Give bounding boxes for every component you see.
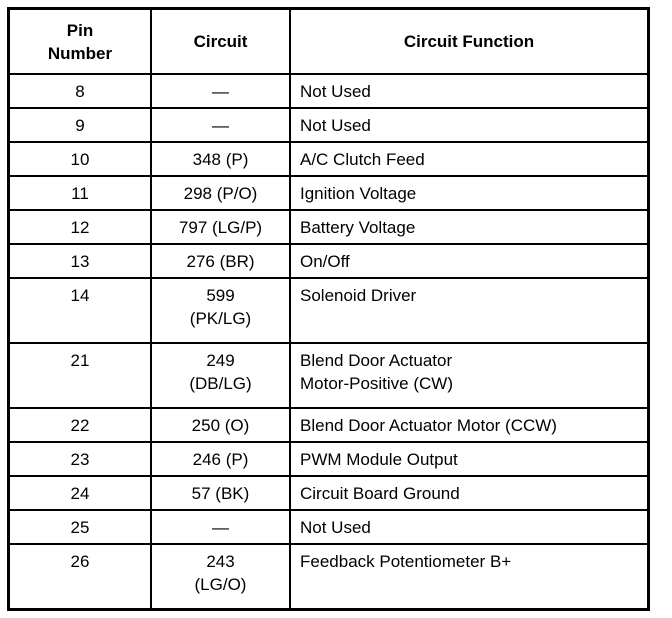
function-line: A/C Clutch Feed xyxy=(300,149,425,169)
table-row xyxy=(9,476,649,510)
header-pin-line2: Number xyxy=(47,43,113,63)
pin-number-cell: 11 xyxy=(9,176,152,210)
pin-number-cell: 13 xyxy=(9,244,152,278)
pin-number-cell: 10 xyxy=(9,142,152,176)
function-line: Circuit Board Ground xyxy=(300,483,460,503)
circuit-line: 599 xyxy=(206,286,235,305)
function-line: Battery Voltage xyxy=(300,217,416,237)
function-line: Solenoid Driver xyxy=(300,286,417,305)
header-pin-line1: Pin xyxy=(66,20,94,40)
header-circuit-function: Circuit Function xyxy=(290,9,649,75)
table-row xyxy=(9,210,649,244)
circuit-cell xyxy=(151,544,290,610)
header-circuit: Circuit xyxy=(151,9,290,75)
circuit-line: 246 (P) xyxy=(192,449,249,469)
circuit-cell xyxy=(151,210,290,244)
circuit-line: 249 xyxy=(206,351,235,370)
circuit-line: 250 (O) xyxy=(191,415,250,435)
circuit-line: 243 xyxy=(206,552,235,571)
function-line: Not Used xyxy=(300,115,371,135)
table-body xyxy=(9,74,649,610)
function-line: Ignition Voltage xyxy=(300,183,417,203)
circuit-line: 298 (P/O) xyxy=(183,183,258,203)
table-row xyxy=(9,343,649,408)
pin-number-cell: 9 xyxy=(9,108,152,142)
circuit-function-cell xyxy=(290,142,649,176)
table-row xyxy=(9,442,649,476)
function-line: PWM Module Output xyxy=(300,449,458,469)
circuit-function-cell xyxy=(290,408,649,442)
pin-function-table xyxy=(7,7,650,611)
table-row xyxy=(9,108,649,142)
circuit-cell xyxy=(151,408,290,442)
circuit-cell xyxy=(151,108,290,142)
circuit-function-cell xyxy=(290,442,649,476)
circuit-cell xyxy=(151,476,290,510)
pin-number-cell: 8 xyxy=(9,74,152,108)
circuit-cell xyxy=(151,510,290,544)
circuit-line: 348 (P) xyxy=(192,149,249,169)
circuit-function-cell xyxy=(290,74,649,108)
circuit-line: — xyxy=(212,517,229,537)
pin-number-cell: 26 xyxy=(9,544,152,610)
circuit-line: — xyxy=(212,81,229,101)
table-row xyxy=(9,74,649,108)
table-row xyxy=(9,244,649,278)
pin-number-cell: 25 xyxy=(9,510,152,544)
table-row xyxy=(9,544,649,610)
table-row xyxy=(9,142,649,176)
circuit-cell xyxy=(151,244,290,278)
circuit-line: (LG/O) xyxy=(194,575,247,594)
circuit-line: — xyxy=(212,115,229,135)
circuit-function-cell xyxy=(290,176,649,210)
pin-number-cell: 14 xyxy=(9,278,152,343)
table-row xyxy=(9,510,649,544)
circuit-function-cell xyxy=(290,108,649,142)
circuit-cell xyxy=(151,442,290,476)
circuit-function-cell xyxy=(290,278,649,343)
table-row xyxy=(9,176,649,210)
pin-number-cell: 22 xyxy=(9,408,152,442)
circuit-line: 276 (BR) xyxy=(186,251,255,271)
circuit-cell xyxy=(151,142,290,176)
circuit-cell xyxy=(151,343,290,408)
circuit-cell xyxy=(151,278,290,343)
circuit-line: (DB/LG) xyxy=(189,374,252,393)
circuit-cell xyxy=(151,176,290,210)
circuit-cell xyxy=(151,74,290,108)
circuit-function-cell xyxy=(290,343,649,408)
function-line: Not Used xyxy=(300,81,371,101)
function-line: Motor-Positive (CW) xyxy=(300,374,454,393)
header-pin-number xyxy=(9,9,152,75)
function-line: Blend Door Actuator xyxy=(300,351,453,370)
pin-number-cell: 21 xyxy=(9,343,152,408)
circuit-function-cell xyxy=(290,476,649,510)
table-row xyxy=(9,408,649,442)
circuit-function-cell xyxy=(290,210,649,244)
function-line: Feedback Potentiometer B+ xyxy=(300,552,512,571)
circuit-line: 797 (LG/P) xyxy=(178,217,263,237)
pin-number-cell: 23 xyxy=(9,442,152,476)
function-line: On/Off xyxy=(300,251,350,271)
pin-number-cell: 24 xyxy=(9,476,152,510)
function-line: Blend Door Actuator Motor (CCW) xyxy=(300,415,557,435)
circuit-function-cell xyxy=(290,244,649,278)
circuit-function-cell xyxy=(290,544,649,610)
table-header-row xyxy=(9,9,649,75)
circuit-function-cell xyxy=(290,510,649,544)
circuit-line: (PK/LG) xyxy=(189,309,252,328)
pin-number-cell: 12 xyxy=(9,210,152,244)
circuit-line: 57 (BK) xyxy=(191,483,250,503)
function-line: Not Used xyxy=(300,517,371,537)
table-row xyxy=(9,278,649,343)
